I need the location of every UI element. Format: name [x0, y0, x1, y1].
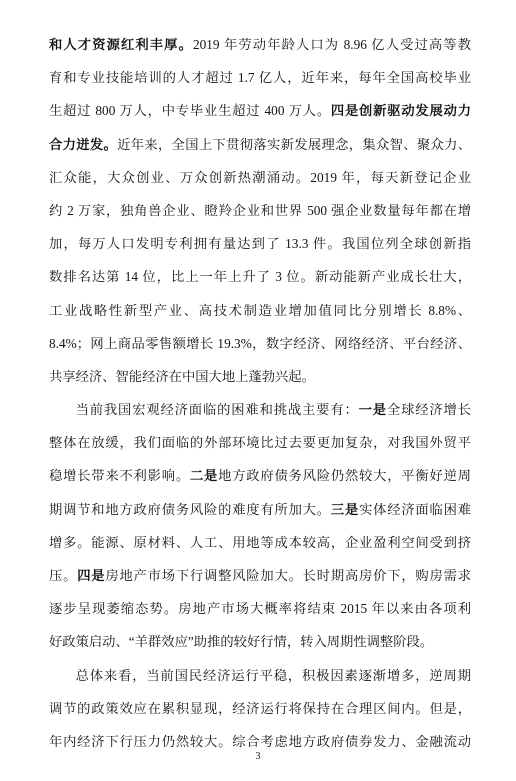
- text-run: 整体在放缓，我们面临的外部环境比过去要更加复杂，对我国外贸平: [49, 435, 471, 451]
- text-line: [49, 128, 471, 161]
- text-run: 全球经济增长: [386, 402, 472, 418]
- text-line: [49, 327, 471, 360]
- text-run: 数排名达第 14 位，比上一年上升了 3 位。新动能新产业成长壮大，: [49, 269, 471, 285]
- text-run: 总体来看，当前国民经济运行平稳，积极因素逐渐增多，逆周期: [75, 667, 471, 683]
- bold-emphasis-text: 一是: [358, 402, 387, 418]
- body-paragraph: [49, 28, 471, 393]
- text-run: 实体经济面临困难: [359, 501, 472, 517]
- text-run: 当前我国宏观经济面临的困难和挑战主要有：: [75, 402, 359, 418]
- text-line: [49, 294, 471, 327]
- text-run: 逐步呈现萎缩态势。房地产市场大概率将结束 2015 年以来由各项利: [49, 601, 471, 617]
- text-line: [49, 559, 471, 592]
- text-line: [49, 227, 471, 260]
- text-run: 压。: [49, 568, 78, 583]
- body-paragraph: [49, 659, 471, 759]
- text-run: 期调节和地方政府债务风险的难度有所加大。: [49, 501, 331, 517]
- text-run: 生超过 800 万人，中专毕业生超过 400 万人。: [49, 103, 331, 119]
- text-run: 8.4%；网上商品零售额增长 19.3%，数字经济、网络经济、平台经济、: [49, 335, 471, 351]
- text-line: [49, 659, 471, 692]
- bold-emphasis-text: 和人才资源红利丰厚。: [49, 37, 193, 52]
- text-line: [49, 592, 471, 625]
- text-run: 约 2 万家，独角兽企业、瞪羚企业和世界 500 强企业数量每年都在增: [49, 202, 471, 218]
- text-run: 好政策启动、“羊群效应”助推的较好行情，转入周期性调整阶段。: [49, 634, 434, 650]
- body-text: [49, 28, 471, 758]
- text-line: [49, 625, 471, 658]
- text-run: 共享经济、智能经济在中国大地上蓬勃兴起。: [49, 368, 315, 384]
- text-run: 调节的政策效应在累积显现，经济运行将保持在合理区间内。但是，: [49, 700, 471, 716]
- page-number: 3: [255, 751, 261, 762]
- text-line: [49, 692, 471, 725]
- text-line: [49, 493, 471, 526]
- body-paragraph: [49, 393, 471, 659]
- text-run: 近年来，全国上下贯彻落实新发展理念，集众智、聚众力、: [117, 136, 472, 152]
- text-line: [49, 260, 471, 293]
- bold-emphasis-text: 二是: [189, 468, 219, 484]
- text-run: 地方政府债务风险仍然较大，平衡好逆周: [218, 468, 472, 484]
- text-run: 稳增长带来不利影响。: [49, 468, 190, 484]
- bold-emphasis-text: 合力迸发。: [49, 136, 118, 152]
- text-line: [49, 194, 471, 227]
- text-run: 育和专业技能培训的人才超过 1.7 亿人，近年来，每年全国高校毕业: [49, 70, 471, 86]
- text-line: [49, 61, 471, 94]
- bold-emphasis-text: 三是: [330, 501, 360, 517]
- text-line: [49, 28, 471, 61]
- text-run: 汇众能，大众创业、万众创新热潮涌动。2019 年，每天新登记企业: [49, 169, 471, 185]
- text-run: 工业战略性新型产业、高技术制造业增加值同比分别增长 8.8%、: [49, 302, 471, 318]
- text-line: [49, 459, 471, 492]
- text-run: 年内经济下行压力仍然较大。综合考虑地方政府债券发力、金融流动: [49, 733, 471, 749]
- text-line: [49, 393, 471, 426]
- text-run: 增多。能源、原材料、人工、用地等成本较高，企业盈利空间受到挤: [49, 534, 471, 550]
- text-line: [49, 94, 471, 127]
- bold-emphasis-text: 四是: [77, 568, 106, 583]
- bold-emphasis-text: 四是创新驱动发展动力: [330, 103, 472, 119]
- text-run: 加，每万人口发明专利拥有量达到了 13.3 件。我国位列全球创新指: [49, 236, 471, 252]
- text-line: [49, 360, 471, 393]
- text-line: [49, 161, 471, 194]
- text-run: 房地产市场下行调整风险加大。长时期高房价下，购房需求: [105, 568, 472, 583]
- text-line: [49, 526, 471, 559]
- text-run: 2019 年劳动年龄人口为 8.96 亿人受过高等教: [192, 37, 471, 52]
- text-line: [49, 426, 471, 459]
